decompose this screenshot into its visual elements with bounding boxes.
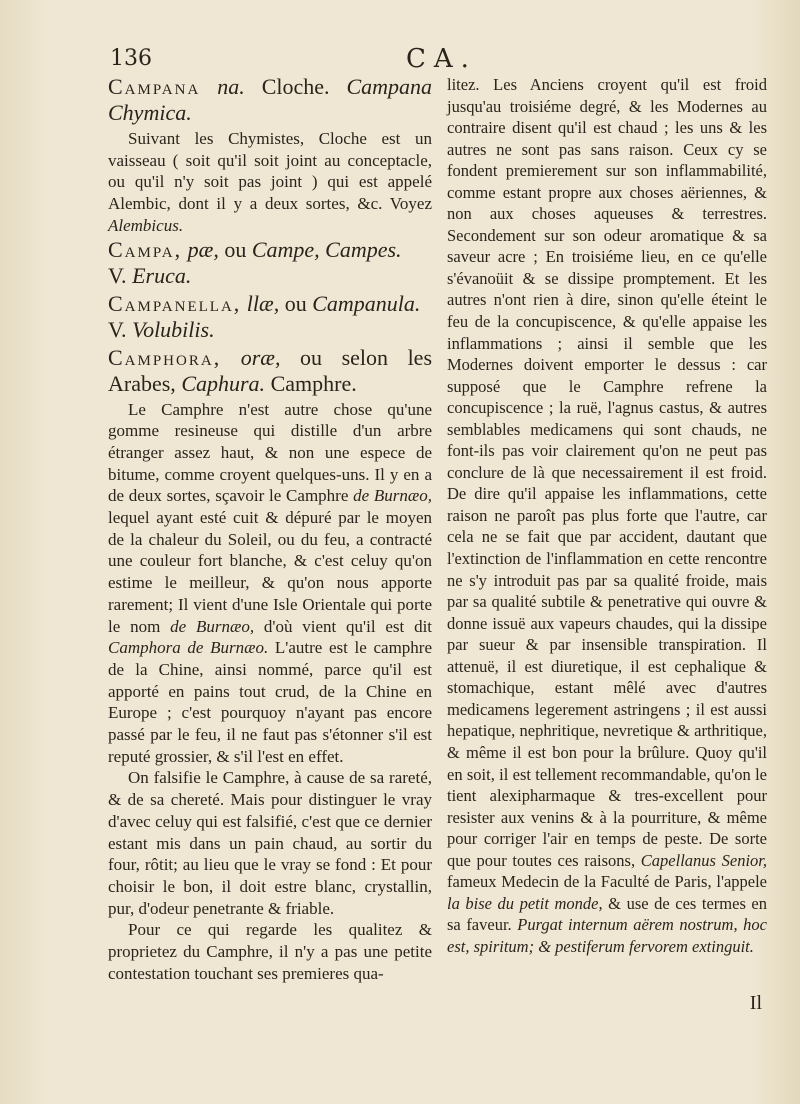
entry-campanella: Campanella, llæ, ou Campanula. V. Volubilis. <box>108 290 421 342</box>
left-column <box>108 74 432 985</box>
paragraph: Pour ce qui regarde les qualitez & proprietez du Camphre, il n'y a pas une petite contestation touchant ses premieres qua- <box>108 920 432 983</box>
catchword: Il <box>749 992 762 1014</box>
paragraph: Suivant les Chymistes, Cloche est un vaisseau ( soit qu'il soit joint au conceptacle, ou qu'il n'y soit pas joint ) qui est appelé Alembic, dont il y a deux sortes, &c. Voyez Alembicus. <box>108 129 432 235</box>
paragraph: Le Camphre n'est autre chose qu'une gomme resineuse qui distille d'un arbre étranger assez haut, & non une espece de bitume, comme croyent quelques-uns. Il y en a de deux sortes, sçavoir le Camphre de Burnæo, lequel ayant esté cuit & dépuré par le moyen de la chaleur du Soleil, ou du feu, a contracté une couleur fort blanche, & c'est celuy qu'on estime le meilleur, & qu'on nous apporte rarement; Il vient d'une Isle Orientale qui porte le nom de Burnæo, d'où vient qu'il est dit Camphora de Burnæo. L'autre est le camphre de la Chine, ainsi nommé, parce qu'il est apporté en pains tout crud, de la Chine en Europe ; c'est pourquoy n'ayant pas encore passé par le feu, il ne faut pas s'étonner s'il est reputé grossier, & s'il l'est en effet. <box>108 399 433 766</box>
paragraph: On falsifie le Camphre, à cause de sa rareté, & de sa chereté. Mais pour distinguer le vray d'avec celuy qui est falsifié, c'est que ce dernier estant mis dans un pain chaud, au sortir du four, rôtit; au lieu que le vray se fond : Et pour choisir le bon, il doit estre blanc, crystallin, pur, d'odeur penetrante & friable. <box>108 768 432 918</box>
entry-campana: Campana na. Cloche. Campana Chymica. <box>108 74 433 125</box>
page-header <box>110 44 750 74</box>
entry-campa: Campa, pæ, ou Campe, Campes. V. Eruca. <box>108 236 402 288</box>
running-head: CA. <box>406 44 477 74</box>
page-number: 136 <box>110 46 152 71</box>
right-column <box>447 74 767 957</box>
paragraph: litez. Les Anciens croyent qu'il est froid jusqu'au troisiéme degré, & les Modernes au contraire disent qu'il est chaud ; les uns & les autres ne sont pas sans raison. Ceux cy se fondent premierement sur son inflammabilité, comme estant propre aux choses aëriennes, & non aux choses aqueuses & terrestres. Secondement sur son odeur aromatique & sa saveur acre ; En troisiéme lieu, en ce qu'elle s'évanoüit & se dissipe promptement. Et les autres n'ont rien à dire, sinon qu'elle éteint le feu de la concupiscence, & qu'elle appaise les inflammations ; ainsi il semble que les Modernes doivent emporter le dessus : car supposé que le Camphre refrene la concupiscence ; la ruë, l'agnus castus, & autres semblables medicamens qui sont chauds, ne font-ils pas voir clairement qu'on ne peut pas conclure de là que necessairement il est froid. De dire qu'il appaise les inflammations, cette raison ne paroît pas plus forte que l'autre, car cela ne se fait que par accident, dautant que l'extinction de l'inflammation en cette rencontre ne s'y introduit pas par sa qualité froide, mais par sa qualité subtile & penetrative qui ouvre & donne issuë aux vapeurs chaudes, qui la dissipe par sueur & par insensible transpiration. Il attenuë, il est diuretique, il est cephalique & stomachique, estant mêlé avec d'autres medicamens legerement astringens ; il est aussi hepatique, nephritique, nevretique & arthritique, & même il est bon pour la brûlure. Quoy qu'il en soit, il est tellement recommandable, qu'on le tient alexipharmaque & tres-excellent pour resister aux venins & à la pourriture, & même pour corriger l'air en temps de peste. De sorte que pour toutes ces raisons, Capellanus Senior, fameux Medecin de la Faculté de Paris, l'appele la bise du petit monde, & use de ces termes en sa faveur. Purgat internum aërem nostrum, hoc est, spiritum; & pestiferum fervorem extinguit. <box>447 75 768 956</box>
entry-camphora: Camphora, oræ, ou selon les Arabes, Caphura. Camphre. <box>108 344 433 396</box>
